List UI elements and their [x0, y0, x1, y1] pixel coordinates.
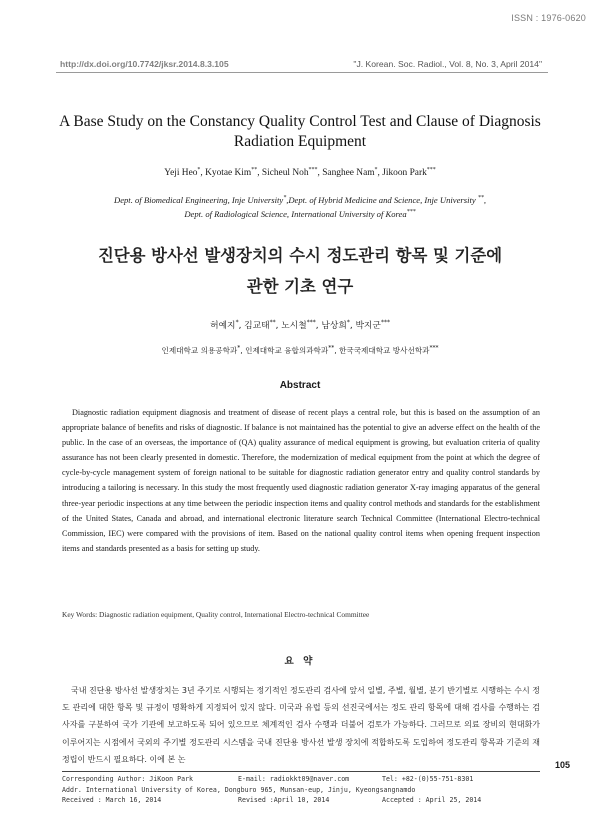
author-name: Sanghee Nam: [322, 168, 375, 178]
affiliation-mark: **: [328, 344, 335, 352]
footer-row: [62, 774, 540, 785]
footer-row: [62, 785, 540, 796]
author-name: Yeji Heo: [164, 168, 198, 178]
affiliation-mark: **: [477, 195, 484, 202]
received-date: Received : March 16, 2014: [62, 796, 162, 804]
correspondence-footer: [62, 774, 540, 806]
korean-summary-heading: 요 약: [284, 656, 316, 667]
korean-title-line: 진단용 방사선 발생장치의 수시 정도관리 항목 및 기준에: [97, 246, 503, 265]
korean-summary-body: 국내 진단용 방사선 발생장치는 3년 주기로 시행되는 정기적인 정도관리 검사에 앞서 일별, 주별, 월별, 분기 반기별로 시행하는 수시 정도 관리에 대한 항목 및 규정이 명확하게 지정되어 있지 않다. 미국과 유럽 등의 선진국에서는 정도 관리 항목에 대해 검사를 수행하는 검사자를 구분하여 국가 기관에 보고하도록 되어 있으므로 체계적인 검사 수행과 더불어 검토가 가능하다. 그러므로 의료 장비의 현대화가 이루어지는 시점에서 국외의 주기별 정도관리 시스템을 국내 진단용 방사선 발생 장치에 적합하도록 도입하여 정도관리 항목과 기준의 재정립이 반드시 필요하다. 이에 본 논: [62, 686, 540, 764]
doi-link[interactable]: http://dx.doi.org/10.7742/jksr.2014.8.3.105: [60, 59, 229, 69]
author-name: Kyotae Kim: [205, 168, 252, 178]
author-mark: *: [374, 166, 378, 173]
issn-label: ISSN : 1976-0620: [511, 13, 586, 23]
author-name: 김교태: [244, 321, 270, 331]
korean-title: [40, 240, 560, 302]
author-mark: ***: [426, 166, 436, 173]
footer-divider: [62, 771, 540, 772]
affiliation-mark: ***: [429, 344, 439, 352]
corresponding-author: Corresponding Author: JiKoon Park: [62, 775, 194, 783]
author-name: 허예지: [210, 321, 236, 331]
english-title: A Base Study on the Constancy Quality Control Test and Clause of Diagnosis Radiation Equipment: [59, 113, 541, 150]
korean-affiliations: 인제대학교 의용공학과*, 인제대학교 융합의과학과**, 한국국제대학교 방사선학과***: [161, 344, 439, 355]
affiliation: 한국국제대학교 방사선학과: [339, 346, 430, 355]
author-mark: ***: [308, 166, 318, 173]
affiliation: Dept. of Biomedical Engineering, Inje University: [113, 195, 284, 205]
tel-text: Tel: +82-(0)55-751-8301: [382, 775, 474, 783]
affiliation-mark: ***: [406, 209, 416, 216]
korean-authors: 허예지*, 김교태**, 노시철***, 남상희*, 박지군***: [210, 319, 390, 331]
korean-title-line: 관한 기초 연구: [246, 277, 354, 296]
keywords-line: Key Words: Diagnostic radiation equipment, Quality control, International Electro-technical Committee: [62, 610, 370, 619]
accepted-date: Accepted : April 25, 2014: [382, 796, 482, 804]
author-mark: *: [197, 166, 201, 173]
affiliation-mark: *: [237, 344, 241, 352]
email-text: E-mail: radiokkt09@naver.com: [238, 775, 350, 783]
affiliation-mark: *: [283, 195, 287, 202]
page-number: 105: [554, 760, 570, 770]
author-mark: *: [346, 319, 350, 327]
author-mark: ***: [380, 319, 390, 327]
abstract-heading: Abstract: [279, 380, 321, 391]
address-text: Addr. International University of Korea, Dongburo 965, Munsan-eup, Jinju, Kyeongsangnamdo: [62, 785, 416, 794]
author-name: 노시철: [281, 321, 307, 331]
affiliation: 인제대학교 의용공학과: [161, 346, 238, 355]
author-mark: **: [251, 166, 258, 173]
affiliation: ,Dept. of Hybrid Medicine and Science, Inje University: [286, 195, 476, 205]
author-name: Sicheul Noh: [261, 168, 309, 178]
author-name: 남상희: [321, 321, 347, 331]
abstract-body: Diagnostic radiation equipment diagnosis and treatment of disease of recent plays a central role, but this is based on the assumption of an appropriate balance of benefits and risks of diagnostic. If balance is not maintained has the potential to give an adverse effect on the health of the public. In the case of an overseas, the importance of (QA) quality assurance of medical equipment is growing, but evaluation criteria of quality assurance has not been clearly presented in domestic. Therefore, the modernization of medical equipment from the point at which the degree of cycle-by-cycle management system of foreign national to be suitable for diagnostic radiation generator entry and quality control standards by introducing a tailoring is necessary. In this study the most frequently used diagnostic radiation generator X-ray imaging apparatus of the general three-year periodic inspections at any time between the periodic inspection items and quality control methods and standards for the establishment of the United States, Canada and abroad, and international electronic literature search Technical Committee (International Electro-technical Commission, IEC) were compared with the provisions of item. Based on the national quality control items when opening frequent inspection items and standards presented as a basis for setting up study.: [62, 408, 540, 553]
author-mark: ***: [306, 319, 316, 327]
author-name: 박지군: [355, 321, 381, 331]
author-mark: **: [269, 319, 276, 327]
footer-row: [62, 795, 540, 806]
header-divider: [56, 72, 548, 73]
affiliation: Dept. of Radiological Science, International University of Korea: [184, 209, 407, 219]
journal-citation: "J. Korean. Soc. Radiol., Vol. 8, No. 3, April 2014": [353, 59, 542, 69]
affiliation: 인제대학교 융합의과학과: [245, 346, 329, 355]
revised-date: Revised :April 10, 2014: [238, 796, 330, 804]
english-authors: Yeji Heo*, Kyotae Kim**, Sicheul Noh***, Sanghee Nam*, Jikoon Park***: [164, 166, 436, 178]
author-mark: *: [235, 319, 239, 327]
author-name: Jikoon Park: [382, 168, 427, 178]
english-affiliations: Dept. of Biomedical Engineering, Inje University*,Dept. of Hybrid Medicine and Science, Inje University **, Dept. of Radiological Science, International University of Korea***: [113, 195, 486, 219]
